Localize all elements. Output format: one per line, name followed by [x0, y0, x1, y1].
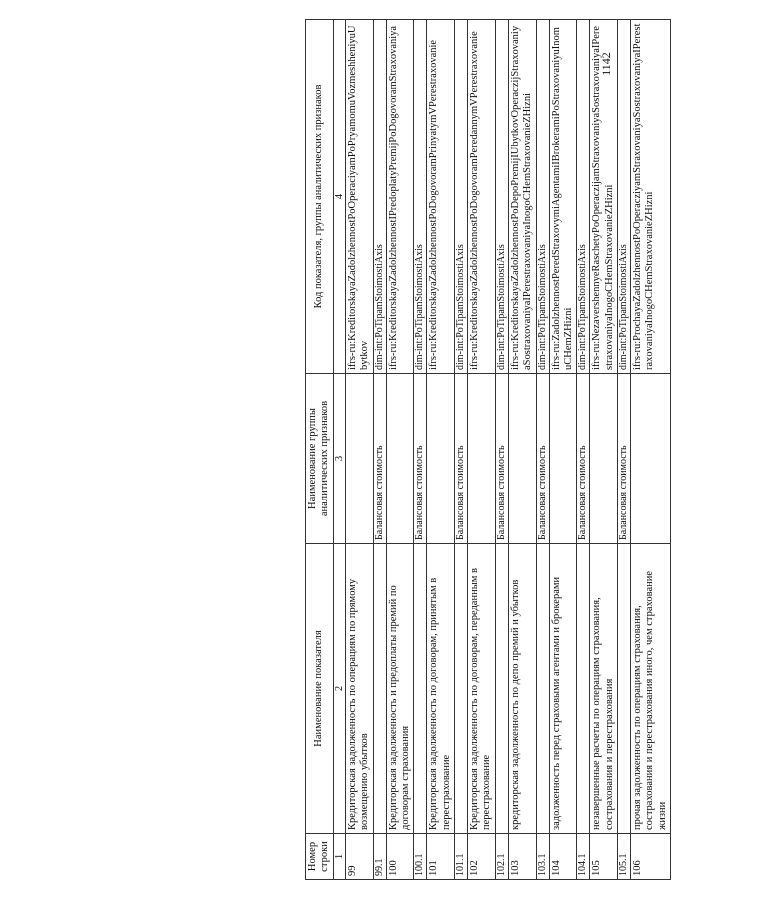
table-body	[345, 20, 670, 880]
indicator-name	[373, 544, 386, 834]
page-number: 1142	[598, 52, 613, 76]
group-name	[427, 374, 455, 544]
indicator-name: Кредиторская задолженность и предоплаты премий по договорам страхования	[386, 544, 414, 834]
column-number: 2	[333, 544, 345, 834]
indicator-name	[577, 544, 590, 834]
indicator-name: Кредиторская задолженность по операциям по прямому возмещению убытков	[345, 544, 373, 834]
group-name: Балансовая стоимость	[577, 374, 590, 544]
table-row	[373, 20, 386, 880]
row-number: 102.1	[495, 834, 508, 880]
table-row	[577, 20, 590, 880]
indicator-name	[618, 544, 631, 834]
column-number: 3	[333, 374, 345, 544]
table-row	[631, 20, 671, 880]
table-row	[427, 20, 455, 880]
row-number: 100	[386, 834, 414, 880]
table-row	[414, 20, 427, 880]
indicator-code: dim-int:PoTipamStoimostiAxis	[536, 20, 549, 374]
row-number: 101.1	[455, 834, 468, 880]
indicator-name: незавершенные расчеты по операциям страхования, сострахования и перестрахования	[590, 544, 618, 834]
row-number: 106	[631, 834, 671, 880]
table-row	[536, 20, 549, 880]
indicator-code: dim-int:PoTipamStoimostiAxis	[455, 20, 468, 374]
indicator-name	[536, 544, 549, 834]
group-name	[386, 374, 414, 544]
table-row	[508, 20, 536, 880]
row-number: 105	[590, 834, 618, 880]
indicator-name	[495, 544, 508, 834]
header-row-number: Номер строки	[306, 834, 334, 880]
group-name: Балансовая стоимость	[455, 374, 468, 544]
column-number: 4	[333, 20, 345, 374]
group-name: Балансовая стоимость	[373, 374, 386, 544]
indicator-code: ifrs-ru:KreditorskayaZadolzhennostPoOperaciyamPoPryamomuVozmeshheniyuUbytkov	[345, 20, 373, 374]
group-name: Балансовая стоимость	[536, 374, 549, 544]
indicator-code: ifrs-ru:ProchayaZadolzhennostPoOperacziyamStraxovaniyaSostraxovaniyaIPerestraxovaniyaInogoCHemStraxovanieZHizni	[631, 20, 671, 374]
row-number: 100.1	[414, 834, 427, 880]
indicator-code: dim-int:PoTipamStoimostiAxis	[577, 20, 590, 374]
indicator-name: Кредиторская задолженность по договорам, принятым в перестрахование	[427, 544, 455, 834]
table-row	[618, 20, 631, 880]
indicator-name	[455, 544, 468, 834]
table-row	[495, 20, 508, 880]
group-name	[631, 374, 671, 544]
table-header-row	[306, 20, 334, 880]
group-name	[345, 374, 373, 544]
table-row	[549, 20, 577, 880]
indicator-code: dim-int:PoTipamStoimostiAxis	[414, 20, 427, 374]
row-number: 99	[345, 834, 373, 880]
indicator-code: ifrs-ru:KreditorskayaZadolzhennostPoDepoPremijIUbytkovOperaczijStraxovaniyaSostraxovaniyaIPerestraxovaniyaInogoCHemStraxovanieZHizni	[508, 20, 536, 374]
row-number: 103	[508, 834, 536, 880]
column-number: 1	[333, 834, 345, 880]
group-name: Балансовая стоимость	[618, 374, 631, 544]
group-name: Балансовая стоимость	[414, 374, 427, 544]
row-number: 101	[427, 834, 455, 880]
indicator-code: ifrs-ru:KreditorskayaZadolzhennostIPredoplatyPremijPoDogovoramStraxovaniya	[386, 20, 414, 374]
row-number: 105.1	[618, 834, 631, 880]
table-row	[345, 20, 373, 880]
indicator-code: dim-int:PoTipamStoimostiAxis	[618, 20, 631, 374]
indicator-code: ifrs-ru:ZadolzhennostPeredStraxovymiAgentamiIBrokeramiPoStraxovaniyuInomuCHemZHizni	[549, 20, 577, 374]
header-code: Код показателя, группы аналитических признаков	[306, 20, 334, 374]
group-name: Балансовая стоимость	[495, 374, 508, 544]
header-group-name: Наименование группы аналитических признаков	[306, 374, 334, 544]
document-sheet	[305, 20, 771, 880]
indicator-name: прочая задолженность по операциям страхования, сострахования и перестрахования иного, чем страхование жизни	[631, 544, 671, 834]
table-row	[468, 20, 496, 880]
column-number-row	[333, 20, 345, 880]
indicator-name: задолженность перед страховыми агентами и брокерами	[549, 544, 577, 834]
indicator-code: ifrs-ru:KreditorskayaZadolzhennostPoDogovoramPeredannymVPerestraxovanie	[468, 20, 496, 374]
header-indicator-name: Наименование показателя	[306, 544, 334, 834]
row-number: 102	[468, 834, 496, 880]
indicator-name: Кредиторская задолженность по договорам, переданным в перестрахование	[468, 544, 496, 834]
indicator-code: dim-int:PoTipamStoimostiAxis	[373, 20, 386, 374]
group-name	[468, 374, 496, 544]
table-row	[590, 20, 618, 880]
indicator-name	[414, 544, 427, 834]
indicator-code: ifrs-ru:NezavershennyeRaschetyPoOperaczijamStraxovaniyaSostraxovaniyaIPerestraxovaniyaInogoCHemStraxovanieZHizni	[590, 20, 618, 374]
group-name	[508, 374, 536, 544]
indicator-name: кредиторская задолженность по депо премий и убытков	[508, 544, 536, 834]
table-row	[455, 20, 468, 880]
row-number: 99.1	[373, 834, 386, 880]
group-name	[590, 374, 618, 544]
row-number: 103.1	[536, 834, 549, 880]
indicator-table	[305, 19, 671, 880]
indicator-code: ifrs-ru:KreditorskayaZadolzhennostPoDogovoramPrinyatymVPerestraxovanie	[427, 20, 455, 374]
group-name	[549, 374, 577, 544]
row-number: 104	[549, 834, 577, 880]
row-number: 104.1	[577, 834, 590, 880]
table-row	[386, 20, 414, 880]
indicator-code: dim-int:PoTipamStoimostiAxis	[495, 20, 508, 374]
